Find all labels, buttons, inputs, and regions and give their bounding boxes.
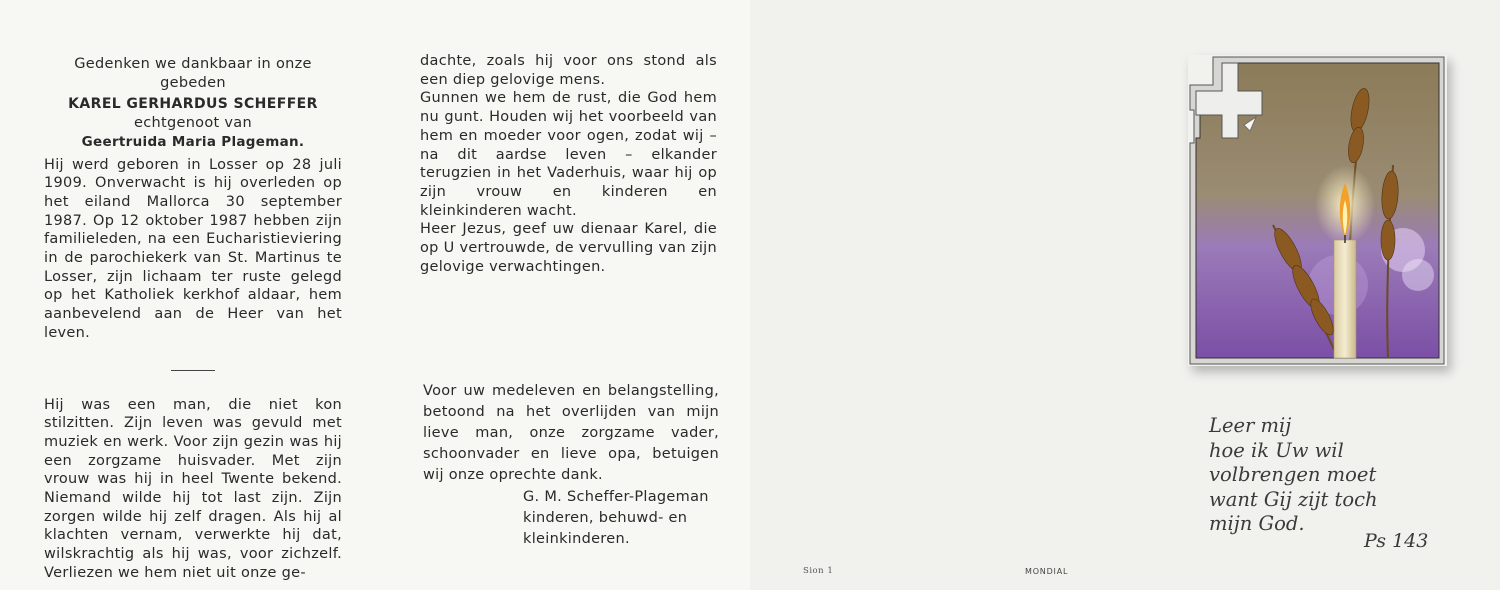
right-page: [750, 0, 1500, 590]
card-code: Sion 1: [803, 566, 834, 576]
bio-paragraph: Hij werd geboren in Losser op 28 juli 1909. Onverwacht is hij overleden op het eiland Mallorca 30 september 1987. Op 12 oktober 1987 hebben zijn familieleden, na een Eucharistieviering in de parochiekerk van St. Martinus te Losser, zijn lichaam ter ruste gelegd op het Katholiek kerkhof aldaar, hem aanbevelend aan de Heer van het leven.: [44, 156, 342, 341]
candle-and-wheat-photo-icon: [1188, 55, 1447, 366]
col2-paragraph-3: Heer Jezus, geef uw dienaar Karel, die op U vertrouwde, de vervulling van zijn gelovige verwachtingen.: [420, 221, 717, 275]
col2-paragraph-2: Gunnen we hem de rust, die God hem nu gunt. Houden wij het voorbeeld van hem en moeder voor ogen, zodat wij – na dit aardse leven – elkander terugzien in het Vaderhuis, waar hij op zijn vrouw en kinderen en kleinkinderen wacht.: [420, 90, 717, 219]
thanks-paragraph: Voor uw medeleven en belangstelling, betoond na het overlijden van mijn lieve man, onze zorgzame vader, schoonvader en lieve opa, betuigen wij onze oprechte dank.: [423, 383, 719, 483]
signature-line-2: kinderen, behuwd- en: [523, 510, 688, 526]
section-divider: [171, 370, 215, 371]
signature-line-1: G. M. Scheffer-Plageman: [523, 489, 709, 505]
intro-text: Gedenken we dankbaar in onze gebeden: [74, 56, 312, 91]
quote-reference: Ps 143: [1364, 530, 1429, 552]
relation-text: echtgenoot van: [134, 115, 252, 132]
spouse-name: Geertruida Maria Plageman.: [81, 133, 305, 150]
quote-line-2: hoe ik Uw wil: [1209, 438, 1344, 462]
quote-line-3: volbrengen moet: [1209, 463, 1377, 486]
quote-line-5: mijn God.: [1209, 512, 1305, 535]
quote-line-4: want Gij zijt toch: [1209, 487, 1378, 511]
signature-block: [523, 487, 733, 550]
card-brand: MONDIAL: [1025, 567, 1069, 576]
scripture-quote: [1209, 414, 1449, 537]
col2-paragraph-1: dachte, zoals hij voor ons stond als een diep gelovige mens.: [420, 53, 717, 88]
column-right: [420, 52, 717, 276]
quote-line-1: Leer mij: [1209, 414, 1292, 437]
deceased-name: KAREL GERHARDUS SCHEFFER: [68, 96, 318, 113]
character-paragraph: Hij was een man, die niet kon stilzitten. Zijn leven was gevuld met muziek en werk. Voor zijn gezin was hij een zorgzame huisvader. Met zijn vrouw was hij in heel Twente bekend. Niemand wilde hij tot last zijn. Zijn zorgen wilde hij zelf dragen. Als hij al klachten vernam, verwerkte hij dat, wilskrachtig als hij was, voor zichzelf. Verliezen we hem niet uit onze ge-: [44, 396, 342, 581]
signature-line-3: kleinkinderen.: [523, 531, 630, 547]
column-left: [44, 55, 342, 583]
